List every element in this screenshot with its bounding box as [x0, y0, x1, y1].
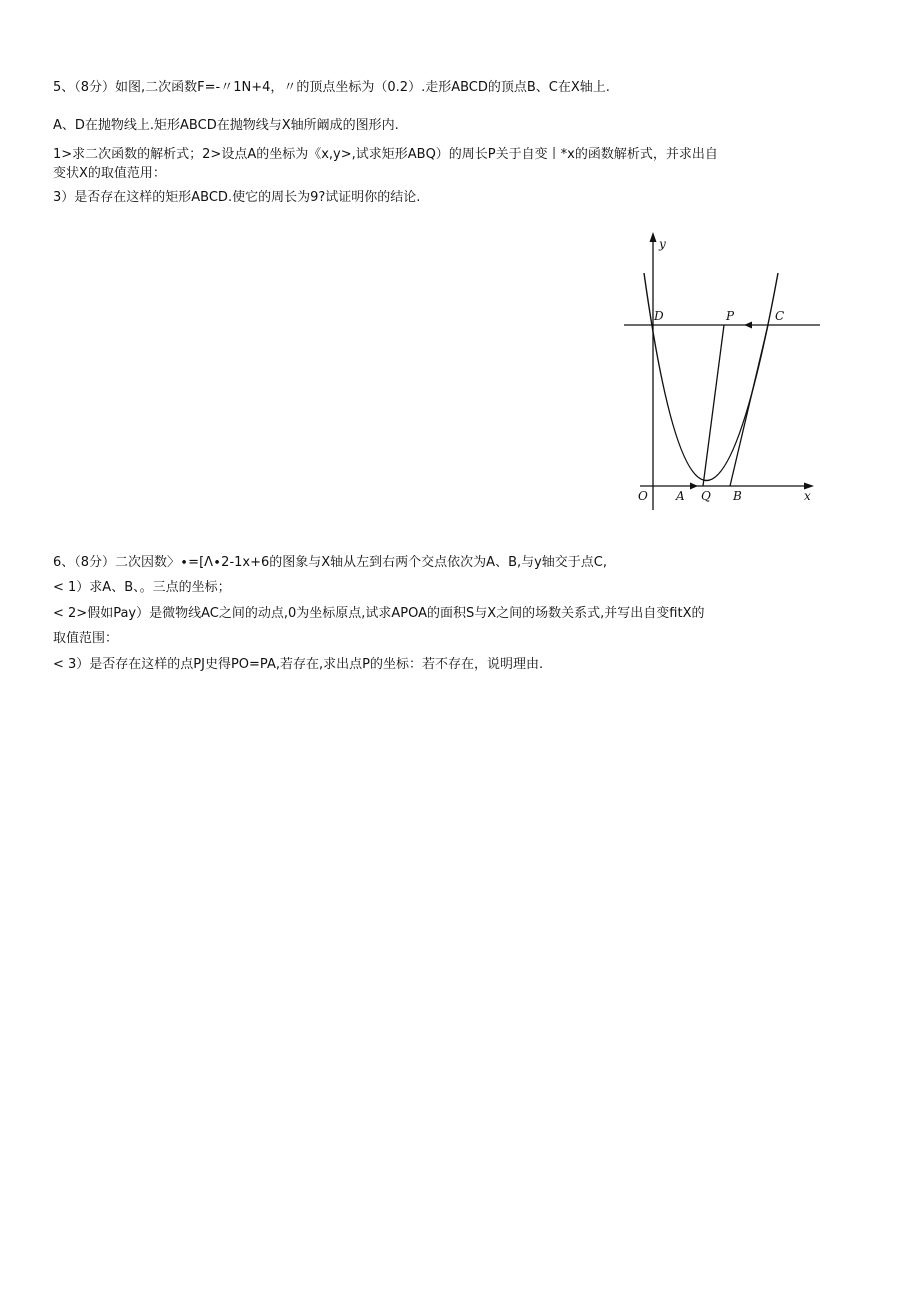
label-b: B	[733, 489, 742, 503]
label-o: O	[638, 489, 648, 503]
parabola-curve	[644, 273, 778, 481]
label-q: Q	[701, 489, 711, 503]
q6-line-1: 6、（8分）二次因数〉∙=[Λ∙2-1x+6的图象与X轴从左到右两个交点依次为A、B,与y轴交于点C,	[53, 555, 608, 570]
line-arrow-p	[744, 322, 752, 329]
q6-line-5: < 3）是否存在这样的点PJ史得PO=PA,若存在,求出点P的坐标：若不存在，说明理由.	[53, 657, 544, 672]
parabola-diagram	[612, 228, 842, 518]
q6-line-2: < 1）求A、B、。三点的坐标；	[53, 580, 231, 595]
label-y: y	[659, 237, 666, 251]
q5-line-1: 5、（8分）如图,二次函数F=-〃1N+4，〃的顶点坐标为（0.2）.走形ABCD的顶点B、C在X轴上.	[53, 80, 610, 95]
y-axis-arrow	[650, 232, 657, 242]
q6-line-4: 取值范围：	[53, 631, 119, 646]
label-d: D	[654, 309, 664, 323]
label-a: A	[676, 489, 685, 503]
segment-cb	[730, 325, 768, 486]
label-p: P	[726, 309, 735, 323]
q5-line-5: 3）是否存在这样的矩形ABCD.使它的周长为9?试证明你的结论.	[53, 190, 421, 205]
label-x: x	[804, 489, 811, 503]
parabola-figure	[612, 228, 842, 518]
q5-line-2: A、D在抛物线上.矩形ABCD在抛物线与X轴所阚成的图形内.	[53, 118, 399, 133]
q6-line-3: < 2>假如Pay）是微物线AC之间的动点,0为坐标原点,试求APOA的面积S与X之间的场数关系式,并写出自变fitX的	[53, 606, 705, 621]
label-c: C	[775, 309, 785, 323]
segment-pq	[703, 325, 724, 486]
q5-line-3: 1>求二次函数的解析式；2>设点A的坐标为《x,y>,试求矩形ABQ）的周长P关于自变丨*x的函数解析式，并求出自	[53, 147, 718, 162]
q5-line-4: 变状X的取值范用：	[53, 166, 166, 181]
x-axis-arrow-a	[690, 483, 698, 490]
